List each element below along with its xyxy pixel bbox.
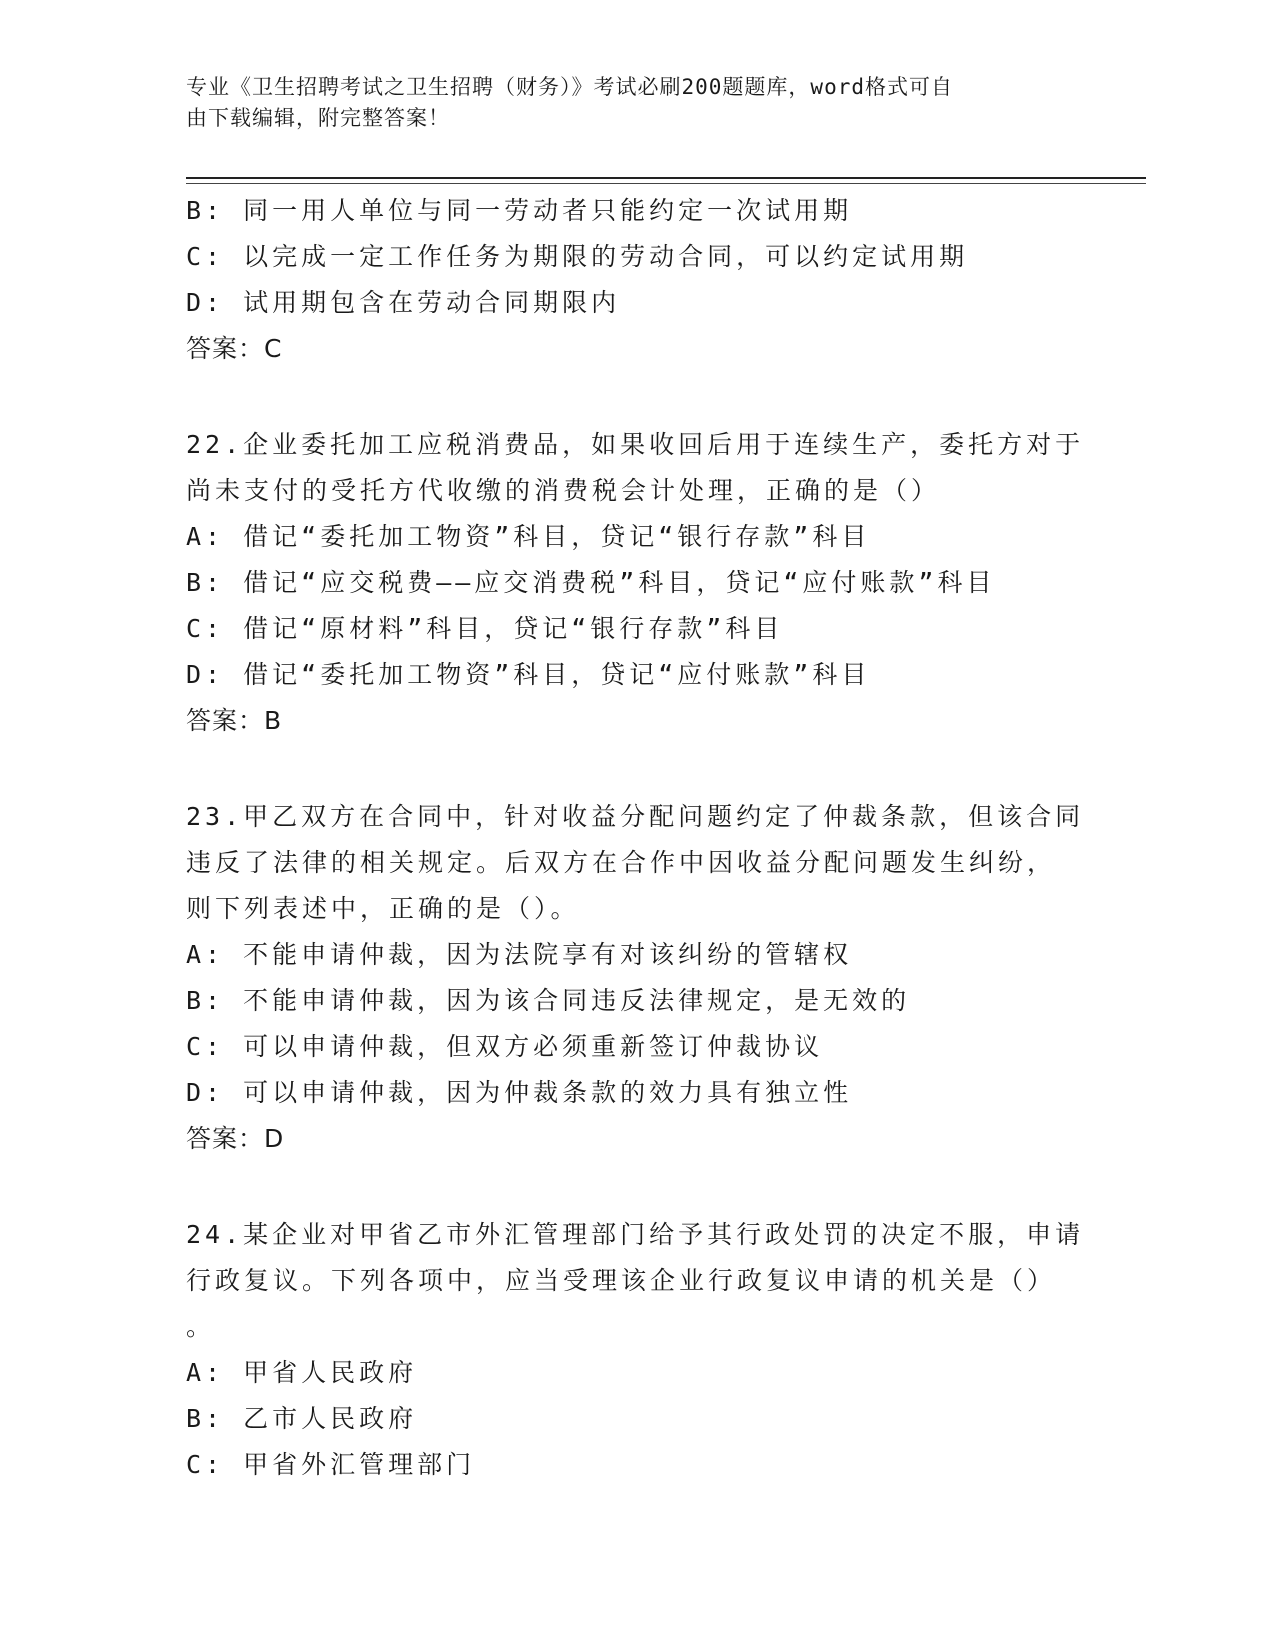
option-d: D: 可以申请仲裁，因为仲裁条款的效力具有独立性 [186,1078,853,1107]
document-body [186,188,1086,1488]
spacer [186,372,1086,422]
option-c: C: 借记“原材料”科目，贷记“银行存款”科目 [186,614,784,643]
question-24 [186,1212,1086,1488]
answer: 答案：B [186,706,283,735]
option-b: B: 借记“应交税费——应交消费税”科目，贷记“应付账款”科目 [186,568,996,597]
question-stem: 24.某企业对甲省乙市外汇管理部门给予其行政处罚的决定不服，申请 [186,1220,1085,1249]
option-c: C: 可以申请仲裁，但双方必须重新签订仲裁协议 [186,1032,824,1061]
header-divider-thin [186,183,1146,184]
question-stem: 。 [186,1312,216,1341]
question-23 [186,794,1086,1162]
option-a: A: 借记“委托加工物资”科目，贷记“银行存款”科目 [186,522,871,551]
header-divider-thick [186,177,1146,179]
question-22 [186,422,1086,744]
document-header [186,72,1066,134]
header-line-1: 专业《卫生招聘考试之卫生招聘（财务）》考试必刷200题题库，word格式可自 [186,75,953,99]
question-stem: 则下列表述中，正确的是（）。 [186,894,580,923]
option-c: C: 以完成一定工作任务为期限的劳动合同，可以约定试用期 [186,242,969,271]
question-stem: 尚未支付的受托方代收缴的消费税会计处理，正确的是（） [186,476,941,505]
option-d: D: 借记“委托加工物资”科目，贷记“应付账款”科目 [186,660,871,689]
answer: 答案：C [186,334,283,363]
header-line-2: 由下载编辑，附完整答案！ [186,106,450,130]
answer: 答案：D [186,1124,285,1153]
option-c: C: 甲省外汇管理部门 [186,1450,476,1479]
option-b: B: 不能申请仲裁，因为该合同违反法律规定，是无效的 [186,986,911,1015]
option-b: B: 乙市人民政府 [186,1404,418,1433]
question-21 [186,188,1086,372]
option-a: A: 不能申请仲裁，因为法院享有对该纠纷的管辖权 [186,940,853,969]
question-stem: 23.甲乙双方在合同中，针对收益分配问题约定了仲裁条款，但该合同 [186,802,1085,831]
question-stem: 22.企业委托加工应税消费品，如果收回后用于连续生产，委托方对于 [186,430,1085,459]
option-d: D: 试用期包含在劳动合同期限内 [186,288,621,317]
spacer [186,744,1086,794]
question-stem: 违反了法律的相关规定。后双方在合作中因收益分配问题发生纠纷， [186,848,1057,877]
option-b: B: 同一用人单位与同一劳动者只能约定一次试用期 [186,196,853,225]
spacer [186,1162,1086,1212]
option-a: A: 甲省人民政府 [186,1358,418,1387]
question-stem: 行政复议。下列各项中，应当受理该企业行政复议申请的机关是（） [186,1266,1057,1295]
